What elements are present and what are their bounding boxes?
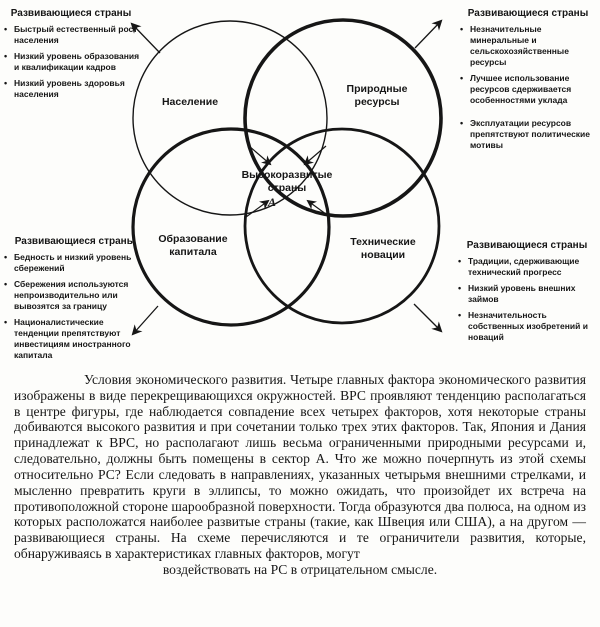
annotation-item: • Быстрый естественный рост населения xyxy=(2,24,140,46)
annotation-block-bottom-left xyxy=(2,236,148,366)
annotation-heading: Развивающиеся страны xyxy=(467,8,589,19)
annotation-item: • Низкий уровень внешних займов xyxy=(456,283,598,305)
annotation-item: • Сбережения используются непроизводительно или вывозятся за границу xyxy=(2,279,148,312)
annotation-block-bottom-right xyxy=(456,240,598,348)
annotation-item: • Лучшее использование ресурсов сдерживается особенностями уклада xyxy=(458,73,598,106)
circle-capital-formation xyxy=(133,129,329,325)
circle-label-natural-resources: Природные ресурсы xyxy=(346,83,408,109)
annotation-item: • Низкий уровень образования и квалификации кадров xyxy=(2,51,140,73)
caption-paragraph: Условия экономического развития. Четыре главных фактора экономического развития изображены в виде перекрещивающихся окружностей. ВРС проявляют тенденцию располагаться в центре фигуры, где наблюдается совпадение всех четырех факторов, хотя некоторые страны добиваются высокого развития и при сочетании только трех этих факторов. Так, Япония и Дания принадлежат к ВРС, но располагают лишь весьма ограниченными природными ресурсами и, следовательно, должны быть помещены в сектор А. Что же можно почерпнуть из этой схемы относительно РС? Если следовать в направлениях, указанных четырьмя внешними стрелками, и мысленно превратить круги в эллипсы, то можно ожидать, что произойдет их встреча на противоположной стороне шарообразной поверхности. Тогда образуются два полюса, на одном из которых расположатся наиболее развитые страны (такие, как Швеция или США), а на другом — развивающиеся страны. На схеме перечисляются и те ограничители развития, которые, обнаруживаясь в характеристиках главных факторов, могут xyxy=(14,372,586,562)
annotation-heading: Развивающиеся страны xyxy=(10,8,132,19)
annotation-list xyxy=(2,252,148,361)
circle-label-population: Население xyxy=(161,96,219,108)
annotation-item: • Незначительность собственных изобретений и новаций xyxy=(456,310,598,343)
annotation-list xyxy=(458,24,598,151)
annotation-list xyxy=(456,256,598,343)
circle-label-capital-formation: Образование капитала xyxy=(158,233,228,259)
inward-arrow-top-right xyxy=(305,146,326,164)
center-label-highly-developed-countries: Высокоразвитые страны xyxy=(241,169,333,194)
caption xyxy=(0,372,600,578)
annotation-block-top-left xyxy=(2,8,140,105)
annotation-list xyxy=(2,24,140,100)
outward-arrow-bottom-right xyxy=(414,304,441,331)
annotation-item: • Националистические тенденции препятствуют инвестициям иностранного капитала xyxy=(2,317,148,361)
circle-label-technical-innovations: Технические новации xyxy=(350,236,416,262)
annotation-item: • Традиции, сдерживающие технический прогресс xyxy=(456,256,598,278)
caption-last-line: воздействовать на РС в отрицательном смысле. xyxy=(162,561,438,577)
circle-technical-innovations xyxy=(245,129,439,323)
annotation-block-top-right xyxy=(458,8,598,156)
outward-arrow-top-right xyxy=(415,21,441,48)
annotation-item: • Эксплуатации ресурсов препятствуют политические мотивы xyxy=(458,118,598,151)
annotation-heading: Развивающиеся страны xyxy=(466,240,588,251)
annotation-heading: Развивающиеся страны xyxy=(14,236,136,247)
annotation-item: • Бедность и низкий уровень сбережений xyxy=(2,252,148,274)
sector-a-label: А xyxy=(267,195,276,209)
annotation-item: • Низкий уровень здоровья населения xyxy=(2,78,140,100)
annotation-item: • Незначительные минеральные и сельскохозяйственные ресурсы xyxy=(458,24,598,68)
